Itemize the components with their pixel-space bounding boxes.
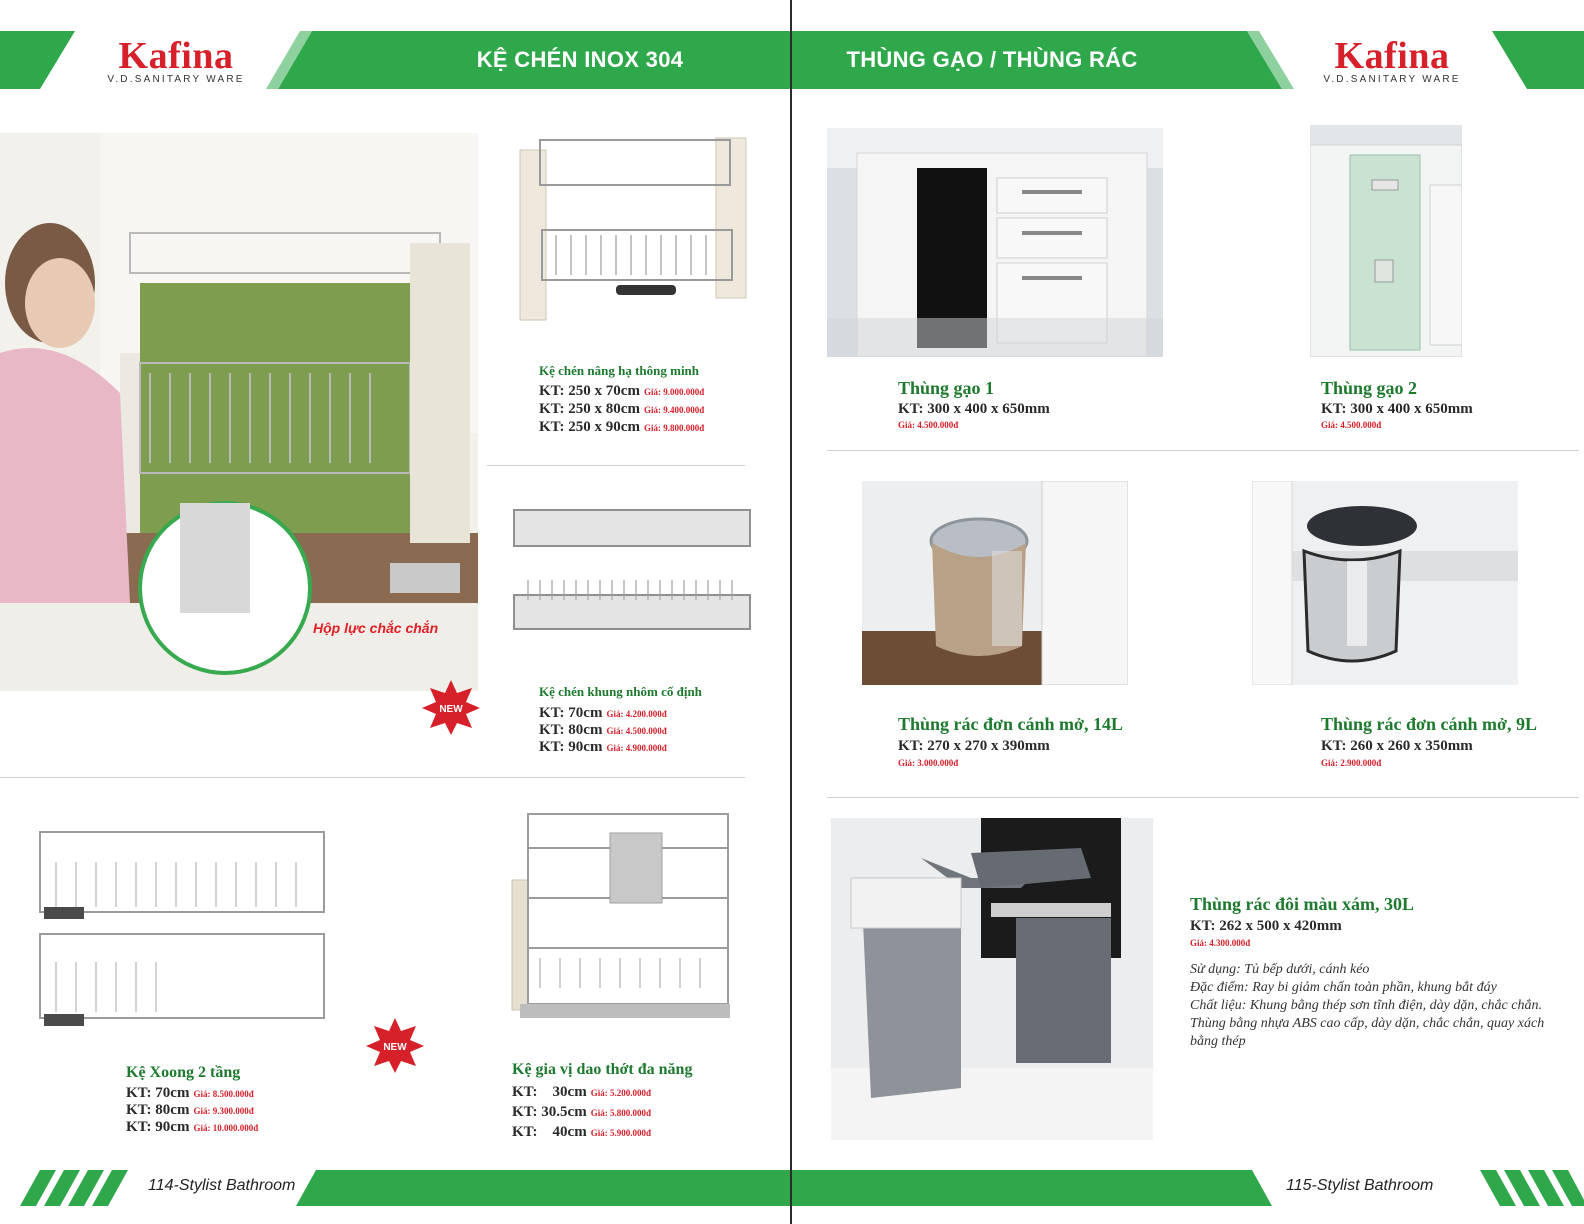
brand-tagline: V.D.SANITARY WARE bbox=[107, 74, 245, 85]
product-image-pullout-rack bbox=[516, 130, 752, 325]
section-divider bbox=[487, 465, 745, 466]
product-image-trash-9l bbox=[1252, 481, 1518, 685]
spec-price: Giá: 5.200.000đ bbox=[590, 1088, 651, 1098]
spec-size: KT: 300 x 400 x 650mm bbox=[1321, 401, 1473, 417]
spec-price: Giá: 9.300.000đ bbox=[193, 1106, 254, 1116]
section-divider bbox=[827, 450, 1579, 451]
spec-price: Giá: 5.900.000đ bbox=[590, 1128, 651, 1138]
brand-name: Kafina bbox=[118, 35, 234, 77]
spec-price: Giá: 8.500.000đ bbox=[193, 1089, 254, 1099]
product-spec-list bbox=[539, 704, 667, 755]
spec-row bbox=[512, 1083, 651, 1103]
left-footer-bar bbox=[0, 1170, 790, 1206]
product-spec-list bbox=[539, 382, 704, 436]
product-image-trash-14l bbox=[862, 481, 1128, 685]
spec-size: KT: 270 x 270 x 390mm bbox=[898, 738, 1050, 754]
spec-row bbox=[126, 1101, 258, 1118]
spec-size: KT: 260 x 260 x 350mm bbox=[1321, 738, 1473, 754]
product-title: Thùng rác đôi màu xám, 30L bbox=[1190, 894, 1415, 914]
spec-row bbox=[539, 382, 704, 400]
left-page bbox=[0, 0, 790, 1224]
spec-size: KT: 90cm bbox=[126, 1119, 190, 1135]
right-header-title: THÙNG GẠO / THÙNG RÁC bbox=[846, 47, 1138, 72]
right-footer-bar bbox=[792, 1170, 1584, 1206]
spec-price: Giá: 4.500.000đ bbox=[1321, 420, 1382, 430]
note-line: Sử dụng: Tủ bếp dưới, cánh kéo bbox=[1190, 962, 1370, 977]
spec-row bbox=[512, 1103, 651, 1123]
product-title: Kệ chén nâng hạ thông minh bbox=[539, 363, 700, 378]
new-badge-label: NEW bbox=[383, 1042, 407, 1053]
hero-callout: Hộp lực chắc chắn bbox=[313, 620, 439, 636]
spec-row bbox=[539, 418, 704, 436]
spec-size: KT: 250 x 70cm bbox=[539, 383, 640, 399]
note-line: Chất liệu: Khung bằng thép sơn tĩnh điện, dày dặn, chắc chắn. bbox=[1190, 998, 1542, 1013]
spec-row bbox=[539, 704, 667, 721]
spec-price: Giá: 4.300.000đ bbox=[1190, 938, 1251, 948]
left-brand-logo bbox=[86, 36, 266, 85]
spec-size: KT: 30.5cm bbox=[512, 1104, 587, 1120]
spec-price: Giá: 9.400.000đ bbox=[643, 405, 705, 415]
spec-price: Giá: 9.000.000đ bbox=[643, 387, 705, 397]
spec-size: KT: 250 x 90cm bbox=[539, 419, 640, 435]
product-image-rice-bin-1 bbox=[827, 128, 1163, 357]
note-line: Thùng bằng nhựa ABS cao cấp, dày dặn, chắc chắn, quay xách bbox=[1190, 1016, 1545, 1031]
note-line: bằng thép bbox=[1190, 1034, 1246, 1049]
brand-name: Kafina bbox=[1334, 35, 1450, 77]
product-title: Thùng rác đơn cánh mở, 9L bbox=[1321, 714, 1537, 734]
spec-size: KT: 80cm bbox=[539, 722, 603, 738]
spec-price: Giá: 5.800.000đ bbox=[590, 1108, 651, 1118]
spec-size: KT: 70cm bbox=[539, 705, 603, 721]
product-title: Kệ chén khung nhôm cố định bbox=[539, 684, 702, 699]
section-divider bbox=[0, 777, 745, 778]
hero-kitchen-image bbox=[0, 133, 478, 691]
product-image-trash-double-30l bbox=[831, 818, 1153, 1140]
spec-price: Giá: 4.500.000đ bbox=[898, 420, 959, 430]
page-number: 115-Stylist Bathroom bbox=[1286, 1177, 1434, 1194]
spec-price: Giá: 4.200.000đ bbox=[606, 709, 667, 719]
spec-price: Giá: 9.800.000đ bbox=[643, 423, 705, 433]
new-badge-icon bbox=[364, 1016, 426, 1074]
spec-row bbox=[539, 721, 667, 738]
spec-row bbox=[539, 738, 667, 755]
spec-row bbox=[539, 400, 704, 418]
spec-size: KT: 90cm bbox=[539, 739, 603, 755]
product-title: Thùng gạo 2 bbox=[1321, 378, 1418, 398]
new-badge-icon bbox=[420, 678, 482, 736]
product-image-pot-rack bbox=[36, 822, 332, 1038]
left-header-title: KỆ CHÉN INOX 304 bbox=[476, 47, 684, 72]
page-number: 114-Stylist Bathroom bbox=[148, 1177, 296, 1194]
product-title: Kệ gia vị dao thớt đa năng bbox=[512, 1061, 693, 1078]
spec-row bbox=[512, 1123, 651, 1143]
spec-price: Giá: 3.000.000đ bbox=[898, 758, 959, 768]
spec-size: KT: 300 x 400 x 650mm bbox=[898, 401, 1050, 417]
new-badge-label: NEW bbox=[439, 704, 463, 715]
note-line: Đặc điểm: Ray bi giảm chấn toàn phần, khung bắt đáy bbox=[1190, 980, 1497, 995]
spec-row bbox=[126, 1084, 258, 1101]
spec-size: KT: 70cm bbox=[126, 1085, 190, 1101]
spec-price: Giá: 4.500.000đ bbox=[606, 726, 667, 736]
right-page bbox=[792, 0, 1584, 1224]
spec-size: KT: 30cm bbox=[512, 1084, 587, 1100]
spec-size: KT: 262 x 500 x 420mm bbox=[1190, 918, 1342, 934]
spec-price: Giá: 4.900.000đ bbox=[606, 743, 667, 753]
section-divider bbox=[827, 797, 1579, 798]
product-title: Kệ Xoong 2 tầng bbox=[126, 1064, 241, 1081]
right-brand-logo bbox=[1302, 36, 1482, 85]
spec-price: Giá: 10.000.000đ bbox=[193, 1123, 259, 1133]
product-image-rice-bin-2 bbox=[1310, 125, 1462, 357]
product-image-spice-rack bbox=[510, 808, 742, 1032]
spec-size: KT: 250 x 80cm bbox=[539, 401, 640, 417]
product-spec-list bbox=[512, 1083, 651, 1143]
product-title: Thùng gạo 1 bbox=[898, 378, 995, 398]
spec-row bbox=[126, 1118, 258, 1135]
product-notes bbox=[1190, 961, 1582, 1051]
spec-size: KT: 40cm bbox=[512, 1124, 587, 1140]
product-image-fixed-rack bbox=[508, 500, 754, 640]
spec-price: Giá: 2.900.000đ bbox=[1321, 758, 1382, 768]
brand-tagline: V.D.SANITARY WARE bbox=[1323, 74, 1461, 85]
spec-size: KT: 80cm bbox=[126, 1102, 190, 1118]
product-title: Thùng rác đơn cánh mở, 14L bbox=[898, 714, 1123, 734]
product-spec-list bbox=[126, 1084, 258, 1135]
